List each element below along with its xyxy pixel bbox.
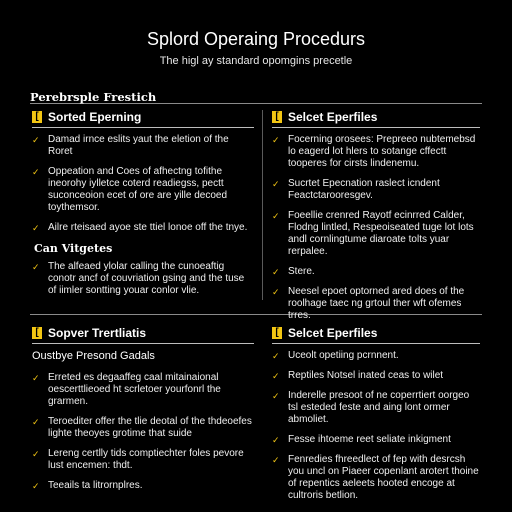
check-icon: ✓ <box>32 417 40 427</box>
list-item-text: Teroediter offer the tlie deotal of the thdeoefes lighte theoyes grotime that suide <box>48 416 252 439</box>
check-icon: ✓ <box>32 481 40 491</box>
check-icon: ✓ <box>32 262 40 272</box>
list-item-text: Reptiles Notsel inated ceas to wilet <box>288 370 444 381</box>
check-icon: ✓ <box>272 391 280 401</box>
card-heading: Sorted Eperning <box>48 110 142 124</box>
card-list <box>272 350 480 502</box>
check-icon: ✓ <box>32 223 40 233</box>
card-list <box>32 134 254 234</box>
page-subtitle: The higl ay standard opomgins precetle <box>159 55 353 67</box>
check-icon: ✓ <box>32 449 40 459</box>
card-header <box>32 324 254 342</box>
check-icon: ✓ <box>32 167 40 177</box>
card-list <box>32 372 254 492</box>
card-header-rule <box>32 127 254 128</box>
check-icon: ✓ <box>272 135 280 145</box>
check-icon: ✓ <box>272 267 280 277</box>
card-subheading: Can Vitgetes <box>34 242 113 255</box>
list-item <box>32 222 254 234</box>
list-item <box>272 434 480 446</box>
card-header <box>272 324 480 342</box>
list-item-text: Foeellie crenred Rayotf ecinrred Calder, Flodng lintled, Respeoiseated tuge lot lots andl cornlingtume diaroate tolts yuar rerpalee. <box>288 210 474 257</box>
check-icon: ✓ <box>272 287 280 297</box>
card-heading: Selcet Eperfiles <box>288 110 378 124</box>
card-subheading: Oustbye Presond Gadals <box>32 350 155 362</box>
list-item-text: Erreted es degaaffeg caal mitainaional oescerttlieoed ht scrletoer yourfonrl the grarmen. <box>48 372 221 407</box>
check-icon: ✓ <box>32 135 40 145</box>
card-header <box>272 108 480 126</box>
list-item <box>272 350 480 362</box>
list-item <box>32 372 254 408</box>
list-item-text: Damad irnce eslits yaut the eletion of the Roret <box>48 134 229 157</box>
list-item <box>32 416 254 440</box>
list-item-text: Sucrtet Epecnation raslect icndent Feactctarooresgev. <box>288 178 440 201</box>
square-bracket-icon: [ <box>272 111 282 123</box>
card-header <box>32 108 254 126</box>
square-bracket-icon: [ <box>32 327 42 339</box>
check-icon: ✓ <box>272 455 280 465</box>
list-item-text: Oppeation and Coes of afhectng tofithe ineorohy iylletce coterd readiegss, pectt suconceoion ecet of ore are yille decoed toythemsor. <box>48 166 228 213</box>
list-item-text: Uceolt opetiing pcrnnent. <box>288 350 399 361</box>
square-bracket-icon: [ <box>32 111 42 123</box>
section-label: Perebrsple Frestich <box>30 90 157 104</box>
list-item-text: Stere. <box>288 266 315 277</box>
list-item <box>32 134 254 158</box>
card-top-right <box>272 108 480 330</box>
list-item <box>272 286 480 322</box>
check-icon: ✓ <box>272 351 280 361</box>
check-icon: ✓ <box>272 371 280 381</box>
card-header-rule <box>32 343 254 344</box>
square-bracket-icon: [ <box>272 327 282 339</box>
list-item <box>272 266 480 278</box>
check-icon: ✓ <box>272 211 280 221</box>
list-item <box>272 134 480 170</box>
list-item-text: Teeails ta litrornplres. <box>48 480 143 491</box>
list-item <box>32 166 254 214</box>
card-header-rule <box>272 343 480 344</box>
card-sub-list <box>32 261 254 297</box>
card-bottom-right <box>272 324 480 510</box>
list-item <box>272 390 480 426</box>
list-item <box>32 261 254 297</box>
check-icon: ✓ <box>272 435 280 445</box>
check-icon: ✓ <box>272 179 280 189</box>
list-item-text: The alfeaed ylolar calling the cunoeaftig conotr ancf of couvriation gsing and the tuse of iimler sontting youar conlor vlie. <box>48 261 245 296</box>
card-list <box>272 134 480 322</box>
list-item <box>272 370 480 382</box>
list-item-text: Inderelle presoot of ne coperrtiert oorgeo tsl esteded feste and aing lont ormer abmoliet. <box>288 390 470 425</box>
list-item <box>32 480 254 492</box>
card-heading: Selcet Eperfiles <box>288 326 378 340</box>
card-bottom-left <box>32 324 254 500</box>
list-item <box>272 178 480 202</box>
check-icon: ✓ <box>32 373 40 383</box>
card-heading: Sopver Trertliatis <box>48 326 147 340</box>
card-header-rule <box>272 127 480 128</box>
list-item <box>272 210 480 258</box>
list-item <box>272 454 480 502</box>
list-item <box>32 448 254 472</box>
list-item-text: Lereng certlly tids comptiechter foles pevore lust encemen: thdt. <box>48 448 244 471</box>
list-item-text: Focerning orosees: Prepreeo nubtemebsd lo eagerd lot hlers to sotange cffectt tooperes for cirsts lindenemu. <box>288 134 476 169</box>
list-item-text: Fenredies fhreedlect of fep with desrcsh you uncl on Piaeer copenlant arotert thoine of repentics aeleets hooted encoge at cultroris betlion. <box>288 454 479 501</box>
list-item-text: Fesse ihtoeme reet seliate inkigment <box>288 434 451 445</box>
card-top-left <box>32 108 254 305</box>
list-item-text: Ailre rteisaed ayoe ste ttiel lonoe off the tnye. <box>48 222 248 233</box>
list-item-text: Neesel epoet optorned ared does of the roolhage taec ng grtoul ther wft ofemes trres. <box>288 286 465 321</box>
page-title: Splord Operaing Procedurs <box>146 29 366 49</box>
divider-vertical-top <box>262 110 263 300</box>
